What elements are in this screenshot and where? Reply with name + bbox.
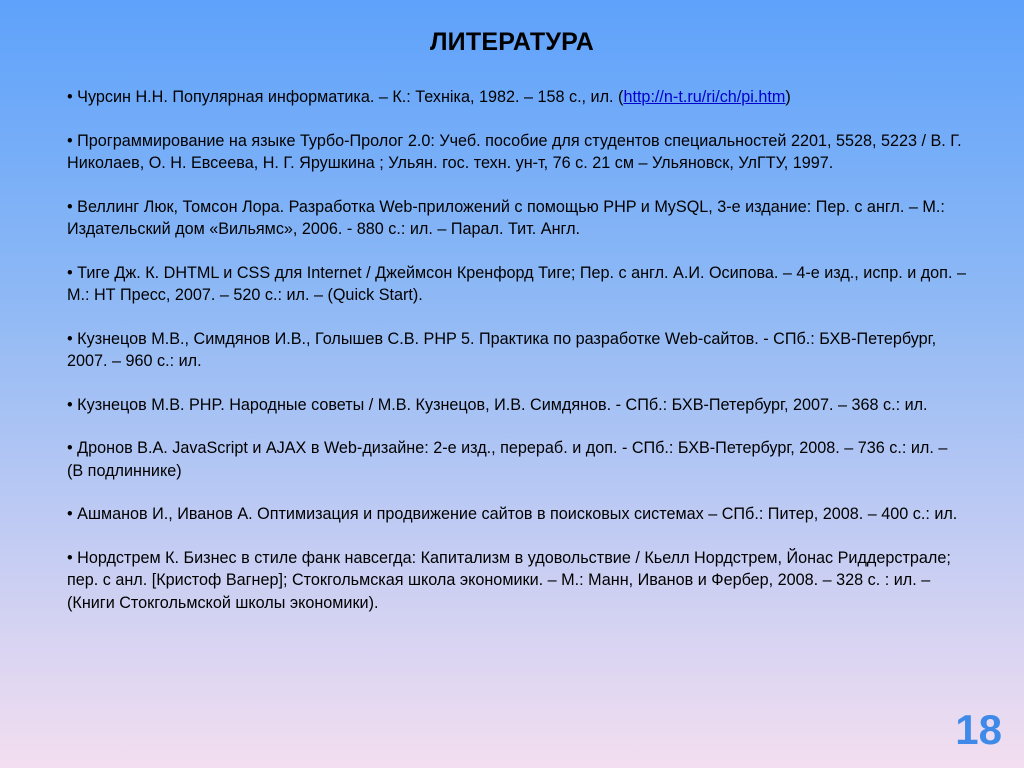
reference-item: • Дронов В.А. JavaScript и AJAX в Web-дизайне: 2-е изд., перераб. и доп. - СПб.: БХВ-Петербург, 2008. – 736 с.: ил. – (В подлиннике) xyxy=(67,439,948,480)
reference-list xyxy=(67,86,967,635)
reference-item: • Ашманов И., Иванов А. Оптимизация и продвижение сайтов в поисковых системах – СПб.: Питер, 2008. – 400 с.: ил. xyxy=(67,505,958,523)
reference-text: • Чурсин Н.Н. Популярная информатика. – К.: Техніка, 1982. – 158 с., ил. ( xyxy=(67,88,624,106)
reference-item: • Веллинг Люк, Томсон Лора. Разработка Web-приложений с помощью PHP и MySQL, 3-е издание: Пер. с англ. – М.: Издательский дом «Вильямс», 2006. - 880 с.: ил. – Парал. Тит. Англ. xyxy=(67,197,945,238)
reference-link[interactable]: http://n-t.ru/ri/ch/pi.htm xyxy=(623,88,786,106)
reference-item: • Программирование на языке Турбо-Пролог 2.0: Учеб. пособие для студентов специальностей 2201, 5528, 5223 / В. Г. Николаев, О. Н. Евсеева, Н. Г. Ярушкина ; Ульян. гос. техн. ун-т, 76 с. 21 см – Ульяновск, УлГТУ, 1997. xyxy=(67,131,962,172)
page-number: 18 xyxy=(955,706,1002,753)
reference-item: • Кузнецов М.В., Симдянов И.В., Голышев С.В. PHP 5. Практика по разработке Web-сайтов. - СПб.: БХВ-Петербург, 2007. – 960 с.: ил. xyxy=(67,329,937,370)
reference-item: • Тиге Дж. К. DHTML и CSS для Internet / Джеймсон Кренфорд Тиге; Пер. с англ. А.И. Осипова. – 4-е изд., испр. и доп. – М.: НТ Пресс, 2007. – 520 с.: ил. – (Quick Start). xyxy=(67,263,966,304)
reference-text-suffix: ) xyxy=(785,88,791,106)
reference-item xyxy=(67,86,967,109)
reference-item: • Нордстрем К. Бизнес в стиле фанк навсегда: Капитализм в удовольствие / Кьелл Нордстрем, Йонас Риддерстрале; пер. с анл. [Кристоф Вагнер]; Стокгольмская школа экономики. – М.: Манн, Иванов и Фербер, 2008. – 328 с. : ил. – (Книги Стокгольмской школы экономики). xyxy=(67,548,951,612)
reference-item: • Кузнецов М.В. PHP. Народные советы / М.В. Кузнецов, И.В. Симдянов. - СПб.: БХВ-Петербург, 2007. – 368 с.: ил. xyxy=(67,395,928,414)
slide-title: ЛИТЕРАТУРА xyxy=(429,28,595,56)
